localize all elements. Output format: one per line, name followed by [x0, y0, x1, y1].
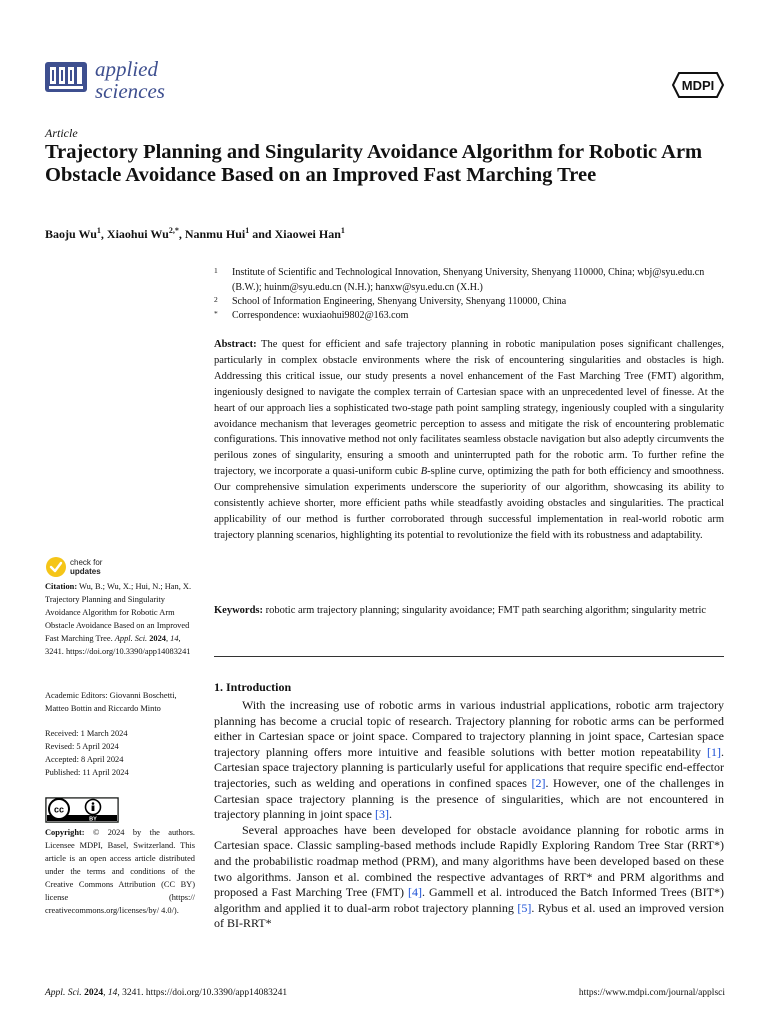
body-text — [214, 698, 724, 932]
footer-doi: , 3241. https://doi.org/10.3390/app14083241 — [117, 988, 288, 998]
footer-journal-link[interactable]: https://www.mdpi.com/journal/applsci — [578, 988, 725, 998]
p2-text-a: Several approaches have been developed for obstacle avoidance planning for robotic arms in Cartesian space. Classic sampling-based methods include Rapidly Exploring Random Tree Star (RRT*) and the probabilistic roadmap method (PRM), and many algorithms have been developed based on these two algorithms. Janson et al. combined the respective advantages of RRT* and PRM algorithms and proposed a Fast Marching Tree (FMT) — [214, 822, 724, 900]
section-divider — [214, 656, 724, 657]
citation-year: 2024 — [149, 634, 166, 643]
citation-text-a: Wu, B.; Wu, X.; Hui, N.; Han, X. Trajectory Planning and Singularity Avoidance Algorithm for Robotic Arm Obstacle Avoidance Based on an Improved Fast Marching Tree. — [45, 582, 192, 643]
cc-by-license-icon[interactable] — [45, 797, 119, 823]
author-name[interactable]: Nanmu Hui — [184, 227, 246, 241]
journal-name — [95, 58, 165, 102]
check-updates-line2: updates — [70, 567, 101, 576]
section-title: 1. Introduction — [214, 680, 292, 694]
keywords — [214, 603, 724, 619]
affiliation-marker: 1 — [214, 266, 218, 275]
citation-link-5[interactable]: [5] — [517, 900, 532, 915]
footer-volume: 14 — [107, 988, 118, 998]
footer-year: 2024 — [84, 988, 104, 998]
svg-text:cc: cc — [53, 804, 65, 815]
abstract-text-a: The quest for efficient and safe trajectory planning in robotic manipulation poses significant challenges, particularly in complex obstacle environments where the risk of encountering singularities and obstacles is high. Addressing this critical issue, our study presents a novel enhancement of the Fast Marching Tree (FMT) algorithm, ingeniously designed to navigate the complex terrain of Cartesian space with an unprecedented level of finesse. At the heart of our approach lies a sophisticated two-stage path point sampling strategy, ingeniously coupled with a singularity avoidance mechanism that leverages geometric perception to assess and mitigate the risk of encountering problematic configurations. This innovative method not only facilitates seamless obstacle navigation but also adeptly circumvents the perilous zones of singularity, ensuring a smooth and uninterrupted path for the robotic arm. To further refine the trajectory, we incorporate a quasi-uniform cubic — [214, 339, 724, 478]
author-separator: , — [178, 227, 185, 241]
citation-link-1[interactable]: [1] — [707, 744, 721, 759]
citation-label: Citation: — [45, 582, 78, 591]
check-updates-icon — [45, 556, 67, 578]
citation-link-2[interactable]: [2] — [531, 775, 546, 790]
journal-name-line1: applied — [95, 57, 158, 81]
received-date: Received: 1 March 2024 — [45, 729, 128, 738]
check-updates-line1: check for — [70, 558, 103, 567]
author-separator: , — [100, 227, 107, 241]
affiliation-marker: 2 — [214, 295, 218, 304]
revised-date: Revised: 5 April 2024 — [45, 742, 119, 751]
affiliation-2 — [214, 295, 724, 310]
correspondence-text: Correspondence: wuxiaohui9802@163.com — [232, 310, 409, 321]
author-affiliation-marker: 1 — [340, 226, 345, 235]
author-affiliation-marker: 1 — [96, 226, 101, 235]
affiliation-text: School of Information Engineering, Shenyang University, Shenyang 110000, China — [232, 296, 567, 307]
mdpi-logo-icon — [671, 70, 725, 100]
author-affiliation-marker: 2,* — [168, 226, 179, 235]
check-for-updates-badge[interactable] — [45, 556, 125, 580]
keywords-text: robotic arm trajectory planning; singularity avoidance; FMT path searching algorithm; singularity metric — [263, 605, 707, 616]
journal-name-line2: sciences — [95, 79, 165, 103]
p1-text-b: . Cartesian space trajectory planning is particularly useful for applications that require specific end-effector trajectories, such as welding and operations in confined spaces — [214, 744, 724, 790]
citation-journal: Appl. Sci. — [114, 634, 148, 643]
journal-header — [45, 58, 725, 108]
cc-by-label: BY — [89, 816, 97, 823]
affiliation-1 — [214, 266, 724, 295]
correspondence-marker: * — [214, 309, 218, 318]
author-name[interactable]: Xiaowei Han — [274, 227, 341, 241]
citation-volume: 14 — [170, 634, 179, 643]
author-separator: and — [249, 227, 275, 241]
abstract-label: Abstract: — [214, 339, 257, 350]
citation-link-3[interactable]: [3] — [374, 807, 389, 822]
citation-block: Citation: Wu, B.; Wu, X.; Hui, N.; Han, X. Trajectory Planning and Singularity Avoidance Algorithm for Robotic Arm Obstacle Avoidance Based on an Improved Fast Marching Tree. Appl. Sci. 2024, 14, 3241. https://doi.org/10.3390/app14083241 — [45, 582, 192, 656]
abstract — [214, 337, 724, 544]
abstract-text-italic: B — [420, 466, 428, 478]
citation-text-b: , 3241. https://doi.org/10.3390/app14083241 — [45, 634, 191, 656]
academic-editors: Academic Editors: Giovanni Boschetti, Matteo Bottin and Riccardo Minto — [45, 691, 177, 713]
author-name[interactable]: Baoju Wu — [45, 227, 97, 241]
copyright-label: Copyright: — [45, 828, 85, 837]
p2-text-c: . Rybus et al. used an improved version of BI-RRT* — [214, 900, 724, 931]
paragraph-2 — [214, 823, 724, 932]
footer-citation: Appl. Sci. 2024, 14, 3241. https://doi.org/10.3390/app14083241 — [45, 988, 288, 998]
page-title: Trajectory Planning and Singularity Avoidance Algorithm for Robotic Arm Obstacle Avoidance Based on an Improved Fast Marching Tree — [45, 141, 703, 186]
p1-text-c: . However, one of the challenges in Cartesian space trajectory planning is the presence of singularities, which are not encountered in trajectory planning in joint space — [214, 775, 724, 822]
check-updates-label — [70, 558, 102, 576]
author-name[interactable]: Xiaohui Wu — [106, 227, 169, 241]
p2-text-b: . Gammell et al. introduced the Batch Informed Trees (BIT*) algorithm and applied it to dual-arm robot trajectory planning — [214, 885, 725, 915]
dates-block — [45, 727, 195, 779]
publisher-name: MDPI — [681, 78, 715, 93]
author-affiliation-marker: 1 — [245, 226, 250, 235]
p1-text-d: . — [388, 807, 392, 822]
abstract-text-b: -spline curve, optimizing the path for both efficiency and smoothness. Our comprehensive simulation experiments underscore the superiority of our algorithm, showcasing its ability to consistently achieve shorter, more efficient paths while steadfastly avoiding obstacles and singularities. The practical applicability of our method is further corroborated through successful implementation in real-world robotic arm trajectory planning scenarios, highlighting its potential to revolutionize the field with its robustness and adaptability. — [214, 466, 724, 541]
author-list — [45, 227, 345, 242]
article-type: Article — [45, 126, 78, 140]
copyright-text: © 2024 by the authors. Licensee MDPI, Basel, Switzerland. This article is an open access article distributed under the terms and conditions of the Creative Commons Attribution (CC BY) license (https:// creativecommons.org/licenses/by/ 4.0/). — [45, 828, 195, 915]
p1-text-a: With the increasing use of robotic arms in various industrial applications, robotic arm trajectory planning has become a crucial topic of research. Trajectory planning for robotic arms can be performed either in Cartesian space or joint space. Compared to trajectory planning in joint space, Cartesian space trajectory planning offers more intuitive and feasible solutions with better motion repeatability — [214, 698, 724, 759]
footer-journal: Appl. Sci. — [45, 988, 82, 998]
copyright-block — [45, 826, 195, 917]
accepted-date: Accepted: 8 April 2024 — [45, 755, 124, 764]
affiliation-text: Institute of Scientific and Technological Innovation, Shenyang University, Shenyang 110000, China; wbj@syu.edu.cn (B.W.); huinm@syu.edu.cn (N.H.); hanxw@syu.edu.cn (X.H.) — [232, 267, 705, 293]
citation-link-4[interactable]: [4] — [408, 885, 423, 900]
published-date: Published: 11 April 2024 — [45, 768, 129, 777]
applied-sciences-logo-icon — [45, 58, 87, 96]
paragraph-1 — [214, 698, 724, 823]
correspondence — [214, 309, 724, 324]
keywords-label: Keywords: — [214, 605, 263, 616]
